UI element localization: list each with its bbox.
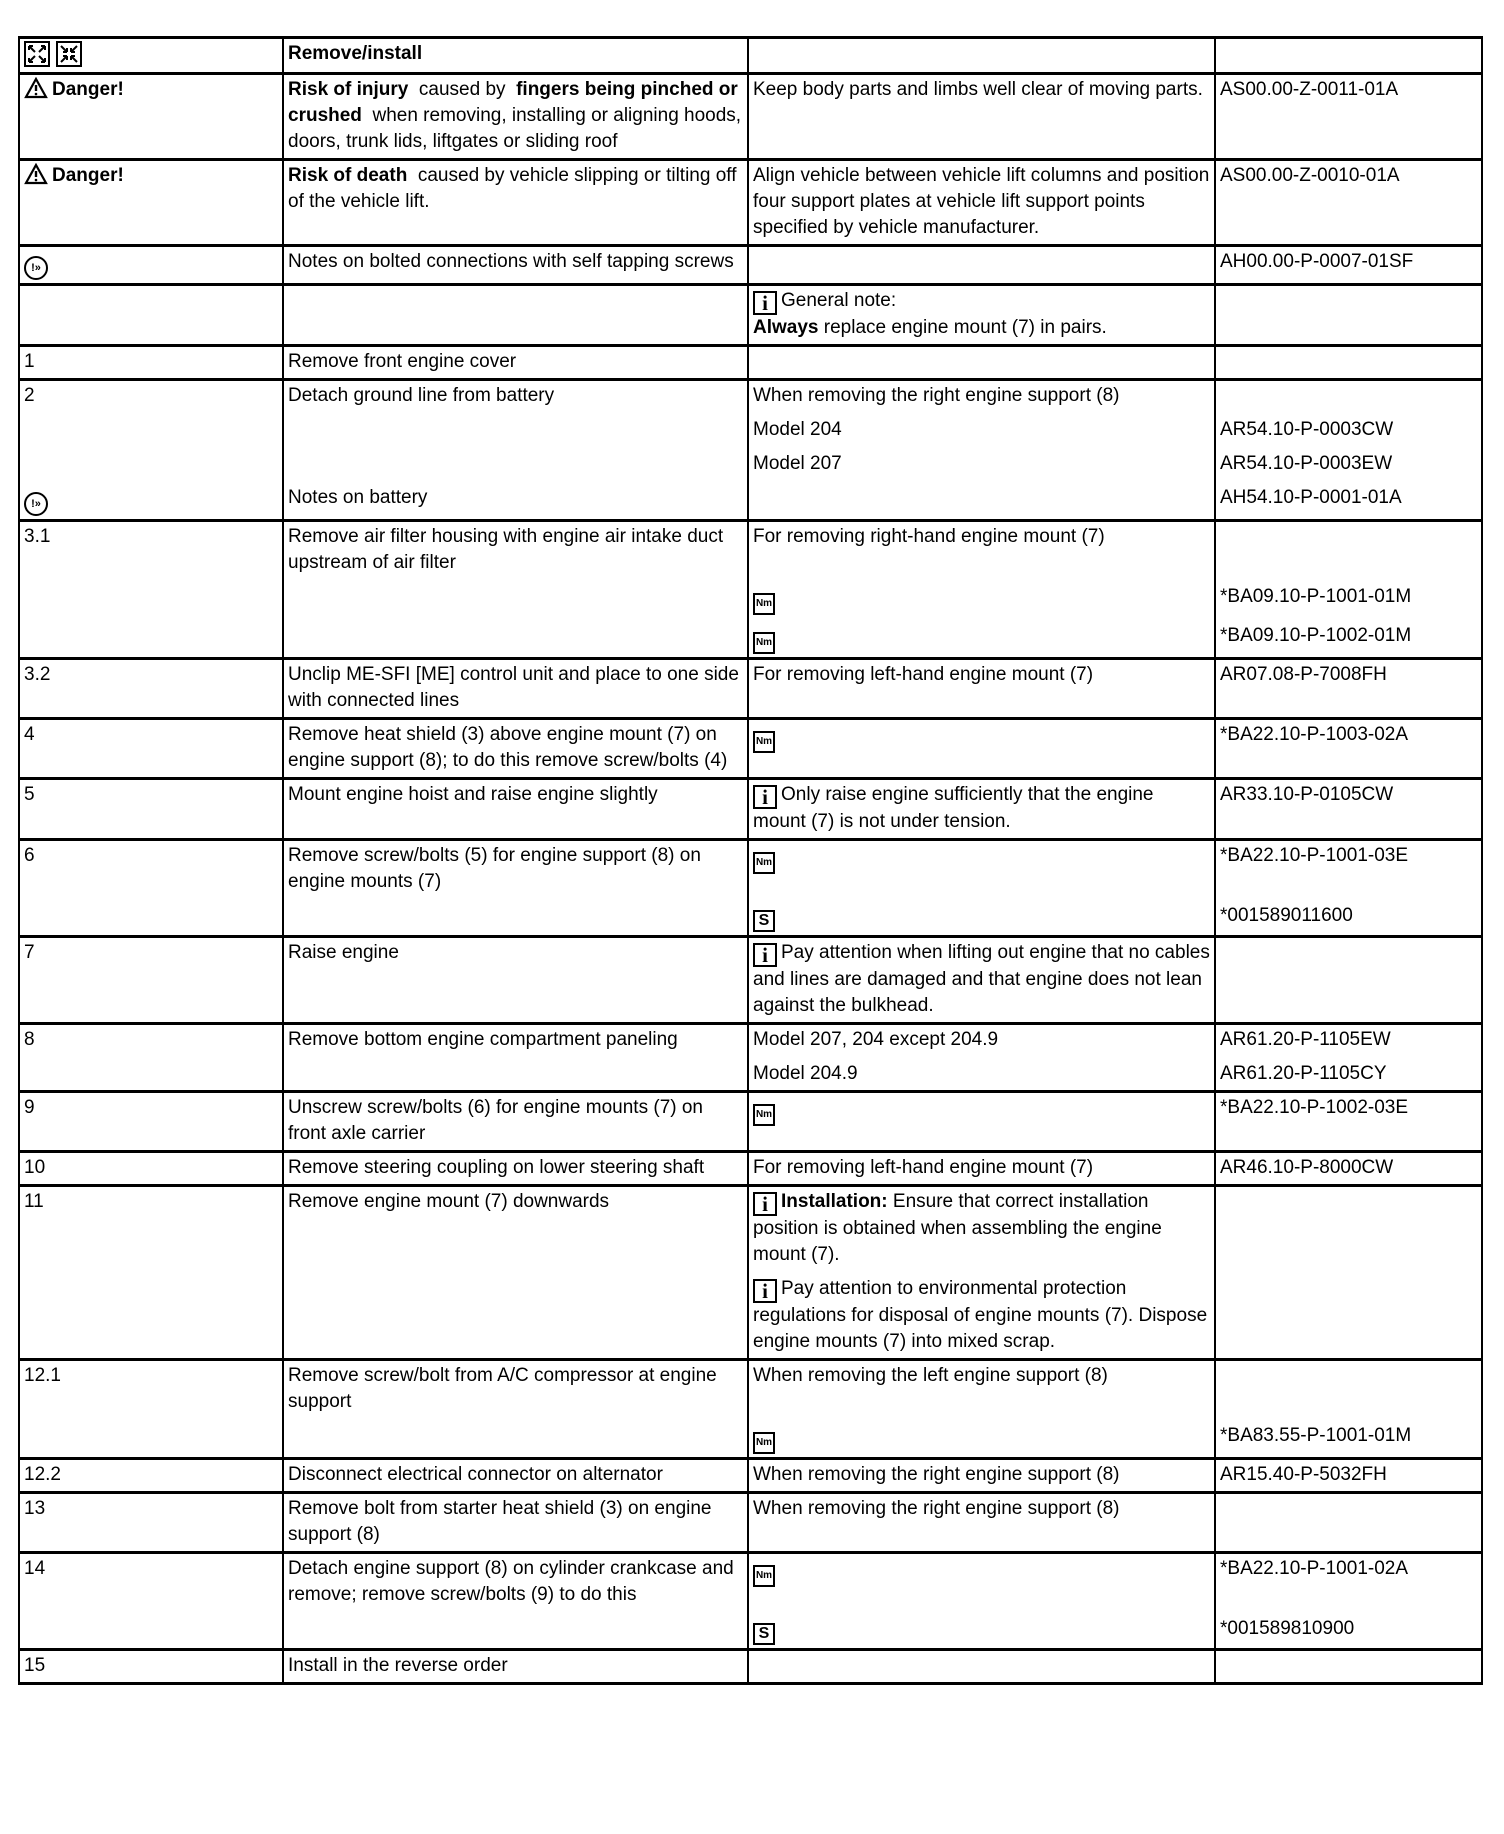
table-row <box>19 74 1482 160</box>
step-cell <box>19 412 283 446</box>
step-cell <box>19 160 283 246</box>
table-row <box>19 1459 1482 1493</box>
instruction-cell: Notes on battery <box>283 480 748 521</box>
text: Pay attention when lifting out engine that no cables and lines are damaged and that engine does not lean against the bulkhead. <box>753 942 1216 1016</box>
step-cell: 2 <box>19 380 283 413</box>
bold-text: fingers being pinched or crushed <box>288 79 744 126</box>
table-row <box>19 521 1482 580</box>
table-row <box>19 1024 1482 1057</box>
step-cell: 12.2 <box>19 1459 283 1493</box>
reference-cell: AR61.20-P-1105EW <box>1215 1024 1482 1057</box>
note-cell <box>748 579 1215 618</box>
torque-nm-icon: Nm <box>753 632 775 654</box>
step-cell: 15 <box>19 1650 283 1684</box>
instruction-cell <box>283 446 748 480</box>
note-cell <box>748 346 1215 380</box>
reference-cell: AS00.00-Z-0011-01A <box>1215 74 1482 160</box>
procedure-table <box>18 36 1483 1685</box>
text: caused by <box>408 79 517 100</box>
reference-cell: *BA09.10-P-1002-01M <box>1215 618 1482 659</box>
special-tool-icon: S <box>753 1623 775 1645</box>
reference-cell <box>1215 1271 1482 1360</box>
note-cell: When removing the right engine support (8) <box>748 380 1215 413</box>
reference-cell: *BA22.10-P-1003-02A <box>1215 719 1482 779</box>
table-row <box>19 246 1482 285</box>
table-row <box>19 1271 1482 1360</box>
header-icons-cell <box>19 38 283 74</box>
reference-cell: AR07.08-P-7008FH <box>1215 659 1482 719</box>
note-cell: For removing right-hand engine mount (7) <box>748 521 1215 580</box>
reference-cell: AR54.10-P-0003CW <box>1215 412 1482 446</box>
table-row <box>19 1611 1482 1650</box>
info-icon: i <box>753 1192 777 1216</box>
bold-text: Risk of death <box>288 165 408 186</box>
step-cell <box>19 1611 283 1650</box>
step-cell <box>19 480 283 521</box>
reference-cell: *BA09.10-P-1001-01M <box>1215 579 1482 618</box>
reference-cell: *BA83.55-P-1001-01M <box>1215 1418 1482 1459</box>
reference-cell <box>1215 1650 1482 1684</box>
instruction-cell: Detach ground line from battery <box>283 380 748 413</box>
table-row <box>19 1152 1482 1186</box>
step-cell: 3.1 <box>19 521 283 580</box>
note-cell <box>748 480 1215 521</box>
instruction-cell: Remove bolt from starter heat shield (3) on engine support (8) <box>283 1493 748 1553</box>
note-cell: Keep body parts and limbs well clear of moving parts. <box>748 74 1215 160</box>
instruction-cell: Remove screw/bolts (5) for engine support (8) on engine mounts (7) <box>283 840 748 899</box>
table-row <box>19 412 1482 446</box>
step-cell <box>19 1418 283 1459</box>
bold-text: Installation: <box>781 1191 888 1212</box>
note-cell: Align vehicle between vehicle lift columns and position four support plates at vehicle lift support points specified by vehicle manufacturer. <box>748 160 1215 246</box>
reference-cell: AR61.20-P-1105CY <box>1215 1056 1482 1092</box>
step-cell <box>19 74 283 160</box>
step-cell <box>19 285 283 346</box>
step-cell <box>19 579 283 618</box>
reference-cell <box>1215 346 1482 380</box>
text: replace engine mount (7) in pairs. <box>818 317 1107 338</box>
table-row <box>19 779 1482 840</box>
text: General note: <box>781 290 897 311</box>
note-cell <box>748 1186 1215 1272</box>
step-cell <box>19 246 283 285</box>
instruction-cell: Raise engine <box>283 937 748 1024</box>
note-cell <box>748 937 1215 1024</box>
table-row <box>19 898 1482 937</box>
text: caused by vehicle slipping or tilting off of the vehicle lift. <box>288 165 742 212</box>
step-cell: 4 <box>19 719 283 779</box>
instruction-cell <box>283 412 748 446</box>
remove-icon <box>24 41 50 67</box>
instruction-cell: Disconnect electrical connector on alternator <box>283 1459 748 1493</box>
table-row <box>19 618 1482 659</box>
info-icon: i <box>753 291 777 315</box>
instruction-cell: Detach engine support (8) on cylinder crankcase and remove; remove screw/bolts (9) to do this <box>283 1553 748 1612</box>
instruction-cell <box>283 1056 748 1092</box>
header-empty <box>748 38 1215 74</box>
step-cell: 11 <box>19 1186 283 1272</box>
step-cell: 14 <box>19 1553 283 1612</box>
instruction-cell <box>283 1611 748 1650</box>
table-row <box>19 1092 1482 1152</box>
reference-cell: AS00.00-Z-0010-01A <box>1215 160 1482 246</box>
step-cell: 8 <box>19 1024 283 1057</box>
note-cell <box>748 1271 1215 1360</box>
instruction-cell: Install in the reverse order <box>283 1650 748 1684</box>
torque-nm-icon: Nm <box>753 852 775 874</box>
note-cell: For removing left-hand engine mount (7) <box>748 659 1215 719</box>
step-cell: 10 <box>19 1152 283 1186</box>
table-row <box>19 1186 1482 1272</box>
table-row <box>19 1493 1482 1553</box>
reference-cell: AR46.10-P-8000CW <box>1215 1152 1482 1186</box>
table-row <box>19 480 1482 521</box>
instruction-cell <box>283 898 748 937</box>
note-cell <box>748 1092 1215 1152</box>
note-cell: Model 207, 204 except 204.9 <box>748 1024 1215 1057</box>
note-cell: Model 204 <box>748 412 1215 446</box>
table-row <box>19 1056 1482 1092</box>
note-cell <box>748 618 1215 659</box>
instruction-cell <box>283 1271 748 1360</box>
note-cell <box>748 1611 1215 1650</box>
step-cell <box>19 898 283 937</box>
step-cell: 9 <box>19 1092 283 1152</box>
instruction-cell: Remove engine mount (7) downwards <box>283 1186 748 1272</box>
instruction-cell: Remove bottom engine compartment paneling <box>283 1024 748 1057</box>
info-icon: i <box>753 1279 777 1303</box>
reference-cell <box>1215 521 1482 580</box>
reference-cell: AR15.40-P-5032FH <box>1215 1459 1482 1493</box>
reference-cell: AR33.10-P-0105CW <box>1215 779 1482 840</box>
reference-cell <box>1215 285 1482 346</box>
instruction-cell <box>283 579 748 618</box>
note-cell <box>748 246 1215 285</box>
table-row <box>19 446 1482 480</box>
torque-nm-icon: Nm <box>753 1104 775 1126</box>
reference-cell <box>1215 937 1482 1024</box>
reference-cell: *BA22.10-P-1002-03E <box>1215 1092 1482 1152</box>
reference-cell: AR54.10-P-0003EW <box>1215 446 1482 480</box>
notes-icon: !» <box>24 256 48 280</box>
info-icon: i <box>753 785 777 809</box>
text: when removing, installing or aligning hoods, doors, trunk lids, liftgates or sliding roof <box>288 105 747 152</box>
note-cell: Model 207 <box>748 446 1215 480</box>
note-cell: When removing the right engine support (8) <box>748 1493 1215 1553</box>
note-cell <box>748 719 1215 779</box>
note-cell <box>748 1650 1215 1684</box>
step-cell: 7 <box>19 937 283 1024</box>
danger-icon <box>24 163 48 193</box>
bold-text: Danger! <box>52 165 124 186</box>
table-row <box>19 840 1482 899</box>
table-row <box>19 579 1482 618</box>
instruction-cell <box>283 618 748 659</box>
text: Ensure that correct installation position is obtained when assembling the engine mount (7). <box>753 1191 1168 1265</box>
table-row <box>19 1418 1482 1459</box>
reference-cell: AH00.00-P-0007-01SF <box>1215 246 1482 285</box>
table-row <box>19 380 1482 413</box>
instruction-cell: Remove air filter housing with engine air intake duct upstream of air filter <box>283 521 748 580</box>
instruction-cell: Remove steering coupling on lower steering shaft <box>283 1152 748 1186</box>
instruction-cell: Remove screw/bolt from A/C compressor at engine support <box>283 1360 748 1419</box>
step-cell <box>19 618 283 659</box>
step-cell <box>19 1056 283 1092</box>
torque-nm-icon: Nm <box>753 593 775 615</box>
text: Only raise engine sufficiently that the engine mount (7) is not under tension. <box>753 784 1159 832</box>
reference-cell: *BA22.10-P-1001-02A <box>1215 1553 1482 1612</box>
table-row <box>19 346 1482 380</box>
table-row <box>19 659 1482 719</box>
note-cell: When removing the right engine support (8) <box>748 1459 1215 1493</box>
instruction-cell <box>283 160 748 246</box>
note-cell <box>748 779 1215 840</box>
reference-cell <box>1215 1360 1482 1419</box>
instruction-cell: Remove front engine cover <box>283 346 748 380</box>
install-icon <box>56 41 82 67</box>
note-cell <box>748 1553 1215 1612</box>
instruction-cell <box>283 1418 748 1459</box>
table-row <box>19 1650 1482 1684</box>
danger-icon <box>24 77 48 107</box>
note-cell <box>748 1418 1215 1459</box>
notes-icon: !» <box>24 492 48 516</box>
table-row <box>19 285 1482 346</box>
special-tool-icon: S <box>753 910 775 932</box>
reference-cell <box>1215 1186 1482 1272</box>
header-empty <box>1215 38 1482 74</box>
table-row <box>19 160 1482 246</box>
bold-text: Always <box>753 317 819 338</box>
step-cell: 13 <box>19 1493 283 1553</box>
note-cell: When removing the left engine support (8) <box>748 1360 1215 1419</box>
reference-cell: AH54.10-P-0001-01A <box>1215 480 1482 521</box>
reference-cell: *001589810900 <box>1215 1611 1482 1650</box>
reference-cell: *001589011600 <box>1215 898 1482 937</box>
table-row <box>19 1553 1482 1612</box>
instruction-cell <box>283 285 748 346</box>
table-row <box>19 1360 1482 1419</box>
step-cell: 1 <box>19 346 283 380</box>
torque-nm-icon: Nm <box>753 731 775 753</box>
info-icon: i <box>753 943 777 967</box>
note-cell <box>748 840 1215 899</box>
table-row <box>19 937 1482 1024</box>
step-cell <box>19 446 283 480</box>
step-cell: 5 <box>19 779 283 840</box>
step-cell: 6 <box>19 840 283 899</box>
step-cell: 3.2 <box>19 659 283 719</box>
header-title: Remove/install <box>283 38 748 74</box>
step-cell: 12.1 <box>19 1360 283 1419</box>
reference-cell: *BA22.10-P-1001-03E <box>1215 840 1482 899</box>
instruction-cell: Unclip ME-SFI [ME] control unit and place to one side with connected lines <box>283 659 748 719</box>
instruction-cell <box>283 74 748 160</box>
instruction-cell: Remove heat shield (3) above engine mount (7) on engine support (8); to do this remove screw/bolts (4) <box>283 719 748 779</box>
header-row <box>19 38 1482 74</box>
reference-cell <box>1215 1493 1482 1553</box>
note-cell: For removing left-hand engine mount (7) <box>748 1152 1215 1186</box>
note-cell <box>748 285 1215 346</box>
note-cell <box>748 898 1215 937</box>
instruction-cell: Unscrew screw/bolts (6) for engine mounts (7) on front axle carrier <box>283 1092 748 1152</box>
torque-nm-icon: Nm <box>753 1432 775 1454</box>
torque-nm-icon: Nm <box>753 1565 775 1587</box>
text: Pay attention to environmental protection regulations for disposal of engine mounts (7). Dispose engine mounts (7) into mixed scrap. <box>753 1278 1213 1352</box>
reference-cell <box>1215 380 1482 413</box>
bold-text: Risk of injury <box>288 79 409 100</box>
step-cell <box>19 1271 283 1360</box>
instruction-cell: Mount engine hoist and raise engine slightly <box>283 779 748 840</box>
instruction-cell: Notes on bolted connections with self tapping screws <box>283 246 748 285</box>
note-cell: Model 204.9 <box>748 1056 1215 1092</box>
bold-text: Danger! <box>52 79 124 100</box>
table-row <box>19 719 1482 779</box>
